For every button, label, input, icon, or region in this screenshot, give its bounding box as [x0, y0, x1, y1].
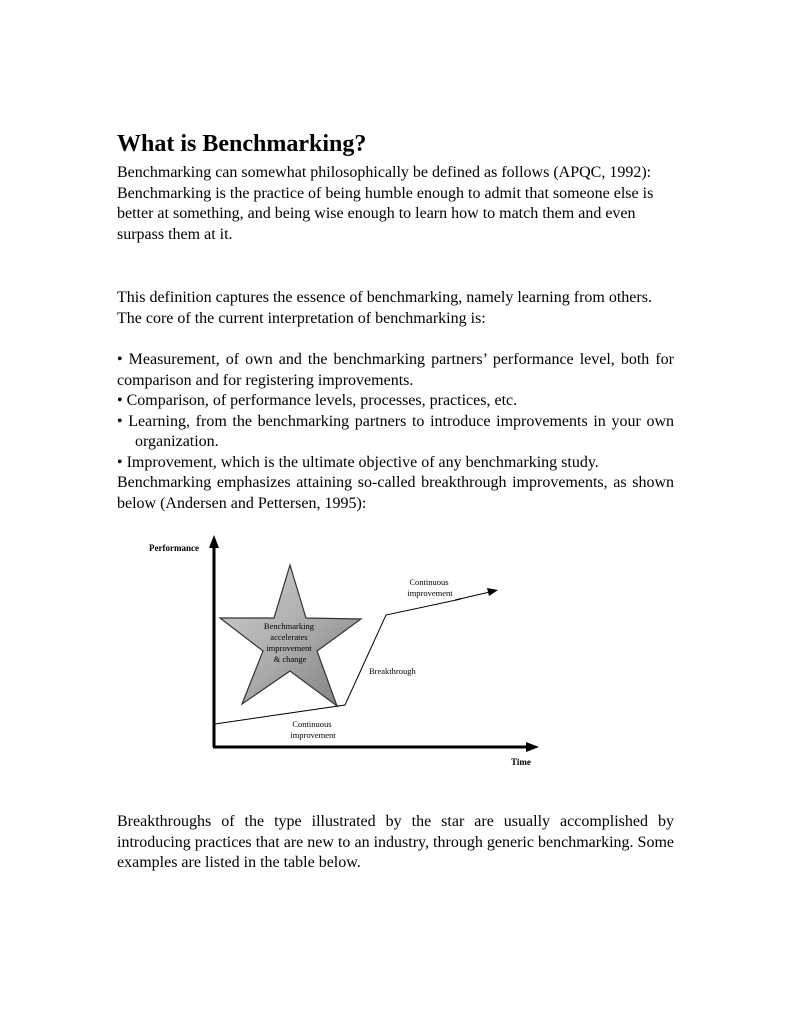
x-axis-arrowhead	[526, 742, 539, 752]
arrowhead	[487, 588, 498, 596]
emphasis-paragraph: Benchmarking emphasizes attaining so-called breakthrough improvements, as shown below (Andersen and Pettersen, 1995):	[117, 474, 674, 512]
star-line: & change	[273, 654, 307, 664]
definition-paragraph: This definition captures the essence of benchmarking, namely learning from others. The core of the current interpretation of benchmarking is:	[117, 289, 652, 327]
breakthrough-label: Breakthrough	[369, 666, 416, 676]
continuous-improvement-bottom-label: Continuous improvement	[290, 719, 336, 740]
bullet-improvement: • Improvement, which is the ultimate objective of any benchmarking study.	[117, 453, 599, 471]
continuous-improvement-arrow	[455, 592, 490, 600]
star-line: improvement	[266, 643, 312, 653]
breakthrough-figure	[130, 530, 580, 775]
bullet-learning: • Learning, from the benchmarking partners to introduce improvements in your own organization.	[117, 412, 674, 450]
x-axis-label: Time	[511, 757, 531, 767]
star-line: accelerates	[270, 632, 308, 642]
continuous-improvement-top-label: Continuous improvement	[407, 577, 453, 598]
bullet-list	[117, 350, 674, 514]
y-axis-label: Performance	[149, 543, 199, 553]
definition-quote: Benchmarking is the practice of being humble enough to admit that someone else is better at something, and being wise enough to learn how to match them and even surpass them at it.	[117, 184, 654, 243]
bullet-measurement: • Measurement, of own and the benchmarking partners’ performance level, both for comparison and for registering improvements.	[117, 351, 674, 389]
star-line: Benchmarking	[263, 621, 314, 631]
page-title: What is Benchmarking?	[117, 131, 367, 157]
intro-line: Benchmarking can somewhat philosophically be defined as follows (APQC, 1992):	[117, 164, 652, 181]
intro-block	[117, 163, 674, 245]
y-axis-arrowhead	[209, 535, 219, 548]
bullet-comparison: • Comparison, of performance levels, processes, practices, etc.	[117, 392, 518, 409]
closing-paragraph: Breakthroughs of the type illustrated by the star are usually accomplished by introducing practices that are new to an industry, through generic benchmarking. Some examples are listed in the table below.	[117, 813, 674, 871]
breakthrough-diagram	[130, 530, 580, 775]
